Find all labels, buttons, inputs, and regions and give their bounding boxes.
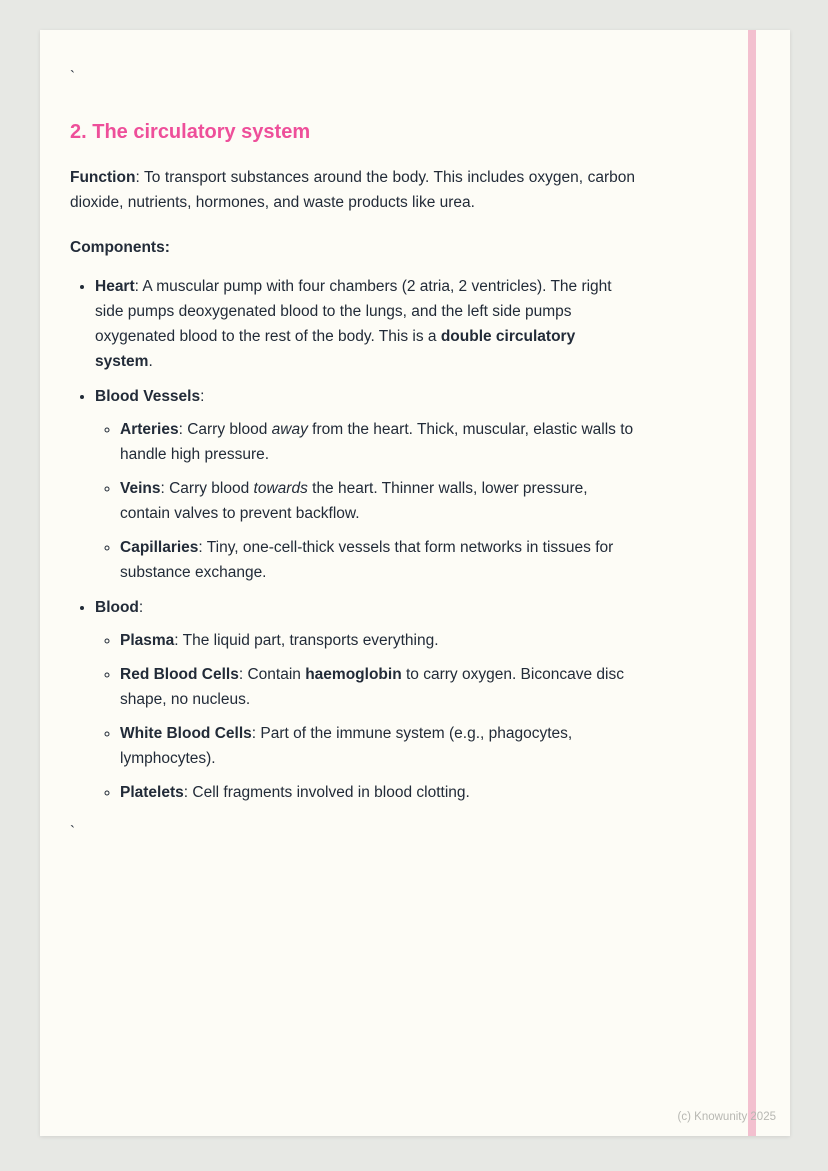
stray-backtick-top: ` — [70, 68, 75, 85]
text-segment: the heart. Thinner walls, lower pressure, contain valves to prevent backflow. — [120, 480, 588, 522]
list-item — [95, 595, 635, 805]
text-segment: : — [200, 388, 205, 405]
text-segment: : — [138, 599, 144, 616]
list-item-text — [95, 595, 635, 620]
sub-bullet-list — [95, 417, 635, 585]
text-segment: : Tiny, one-cell-thick vessels that form networks in tissues for substance exchange. — [120, 539, 614, 581]
text-segment: . — [148, 353, 153, 370]
list-item-text — [120, 476, 635, 526]
text-segment: double circulatory system — [95, 328, 576, 370]
list-item-text — [95, 274, 635, 374]
list-item — [120, 535, 635, 585]
text-segment: Blood Vessels — [95, 388, 201, 405]
text-segment: towards — [253, 480, 308, 497]
text-segment: Capillaries — [120, 539, 199, 556]
sub-bullet-list — [95, 628, 635, 805]
list-item — [120, 780, 635, 805]
list-item — [120, 721, 635, 771]
document-page — [40, 30, 790, 1136]
text-segment: Veins — [120, 480, 161, 497]
list-item — [120, 662, 635, 712]
text-segment: away — [271, 421, 308, 438]
list-item-text — [120, 628, 635, 653]
text-segment: : Contain — [238, 666, 306, 683]
text-segment: : Carry blood — [178, 421, 272, 438]
text-segment: Red Blood Cells — [120, 666, 239, 683]
list-item-text — [120, 780, 635, 805]
text-segment: Plasma — [120, 632, 175, 649]
footer-credit: (c) Knowunity 2025 — [677, 1111, 776, 1123]
text-segment: Function — [70, 169, 136, 186]
components-list-container — [70, 274, 635, 805]
text-segment: : To transport substances around the body. This includes oxygen, carbon dioxide, nutrients, hormones, and waste products like urea. — [70, 169, 635, 211]
list-item-text — [120, 535, 635, 585]
stray-backtick-bottom: ` — [70, 823, 75, 840]
page-title: 2. The circulatory system — [70, 121, 311, 143]
components-heading: Components: — [70, 239, 170, 256]
text-segment: White Blood Cells — [120, 725, 252, 742]
list-item — [120, 476, 635, 526]
function-paragraph — [70, 165, 635, 215]
page-margin-stripe — [748, 30, 756, 1136]
text-segment: Arteries — [120, 421, 179, 438]
text-segment: : Part of the immune system (e.g., phagocytes, lymphocytes). — [120, 725, 573, 767]
text-segment: Platelets — [120, 784, 184, 801]
bullet-list — [70, 274, 635, 805]
text-segment: : Carry blood — [160, 480, 254, 497]
document-content — [70, 30, 635, 844]
text-segment: to carry oxygen. Biconcave disc shape, no nucleus. — [120, 666, 624, 708]
list-item — [95, 384, 635, 585]
text-segment: : The liquid part, transports everything. — [174, 632, 439, 649]
text-segment: Blood — [95, 599, 139, 616]
list-item-text — [120, 662, 635, 712]
list-item-text — [120, 417, 635, 467]
text-segment: : Cell fragments involved in blood clotting. — [183, 784, 470, 801]
text-segment: : A muscular pump with four chambers (2 atria, 2 ventricles). The right side pumps deoxygenated blood to the lungs, and the left side pumps oxygenated blood to the rest of the body. This is a — [95, 278, 612, 345]
list-item — [120, 417, 635, 467]
list-item-text — [95, 384, 635, 409]
text-segment: Heart — [95, 278, 135, 295]
text-segment: haemoglobin — [305, 666, 402, 683]
list-item-text — [120, 721, 635, 771]
text-segment: from the heart. Thick, muscular, elastic walls to handle high pressure. — [120, 421, 634, 463]
list-item — [95, 274, 635, 374]
list-item — [120, 628, 635, 653]
